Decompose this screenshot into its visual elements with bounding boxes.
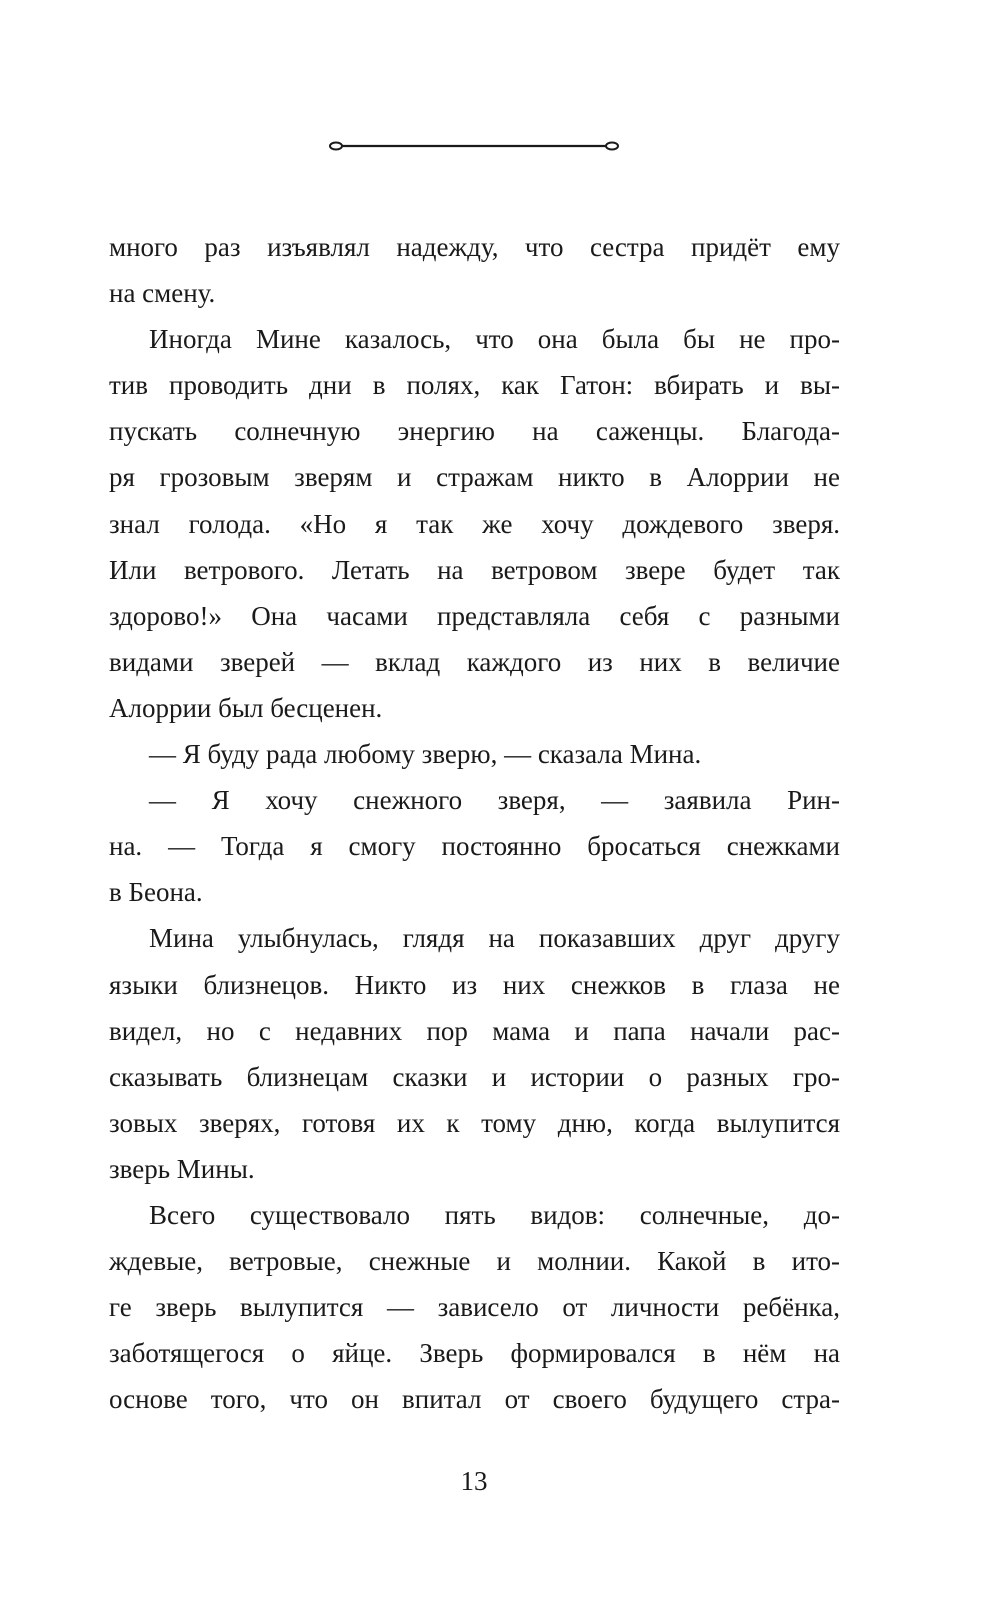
text-line: видел, но с недавних пор мама и папа начали рас- bbox=[109, 1015, 840, 1046]
text-line: Всего существовало пять видов: солнечные, до- bbox=[149, 1199, 840, 1230]
text-line: заботящегося о яйце. Зверь формировался в нём на bbox=[109, 1338, 840, 1369]
text-line: Или ветрового. Летать на ветровом звере будет так bbox=[109, 554, 840, 585]
text-line: основе того, что он впитал от своего будущего стра- bbox=[109, 1384, 840, 1415]
text-line: на. — Тогда я смогу постоянно бросаться снежками bbox=[109, 831, 840, 862]
page-number: 13 bbox=[460, 1466, 488, 1496]
text-line: Иногда Мине казалось, что она была бы не про- bbox=[149, 324, 840, 355]
text-line: зовых зверях, готовя их к тому дню, когда вылупится bbox=[109, 1107, 840, 1138]
text-line: в Беона. bbox=[109, 877, 203, 908]
text-line: языки близнецов. Никто из них снежков в глаза не bbox=[109, 969, 840, 1000]
text-line: на смену. bbox=[109, 278, 216, 309]
text-line: тив проводить дни в полях, как Гатон: вбирать и вы- bbox=[109, 370, 840, 401]
text-line: здорово!» Она часами представляла себя с разными bbox=[109, 600, 840, 631]
text-line: зверь Мины. bbox=[109, 1153, 255, 1184]
text-line: сказывать близнецам сказки и истории о разных гро- bbox=[109, 1061, 840, 1092]
text-line: — Я буду рада любому зверю, — сказала Мина. bbox=[149, 739, 702, 770]
body-text bbox=[109, 224, 840, 1422]
text-line: Алоррии был бесценен. bbox=[109, 692, 383, 723]
text-line: пускать солнечную энергию на саженцы. Благода- bbox=[109, 416, 840, 447]
header-ornament bbox=[329, 138, 619, 154]
text-line: ждевые, ветровые, снежные и молнии. Какой в ито- bbox=[109, 1246, 840, 1277]
text-line: ге зверь вылупится — зависело от личности ребёнка, bbox=[109, 1292, 840, 1323]
text-line: — Я хочу снежного зверя, — заявила Рин- bbox=[149, 785, 840, 816]
text-line: видами зверей — вклад каждого из них в величие bbox=[109, 646, 840, 677]
text-line: ря грозовым зверям и стражам никто в Алоррии не bbox=[109, 462, 840, 493]
text-line: Мина улыбнулась, глядя на показавших друг другу bbox=[149, 923, 840, 954]
text-line: много раз изъявлял надежду, что сестра придёт ему bbox=[109, 232, 840, 262]
text-line: знал голода. «Но я так же хочу дождевого зверя. bbox=[109, 508, 840, 539]
